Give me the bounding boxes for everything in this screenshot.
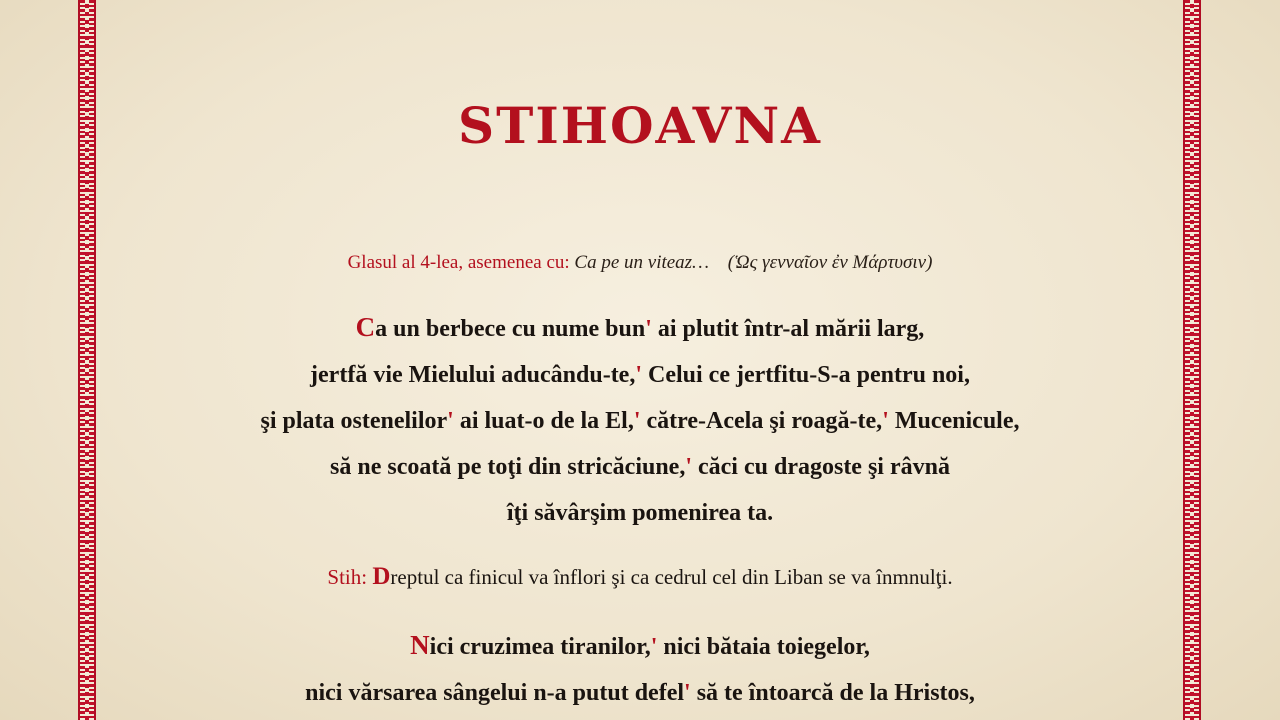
line-text: căci cu dragoste şi râvnă: [692, 454, 950, 480]
stanza-line: [0, 490, 1280, 536]
stanza-line: [0, 304, 1280, 352]
page-title: STIHOAVNA: [458, 96, 822, 155]
greek-model: (Ὡς γενναῖον ἐν Μάρτυσιν): [727, 252, 933, 273]
drop-initial: D: [372, 563, 391, 590]
pause-mark: ': [633, 408, 641, 434]
pause-mark: ': [645, 316, 652, 342]
line-text: să te întoarcă de la Hristos,: [690, 680, 975, 706]
stanza-line: [0, 670, 1280, 716]
pause-mark: ': [447, 408, 454, 434]
stanza-line: [0, 398, 1280, 444]
model-melody: Ca pe un viteaz…: [574, 252, 709, 273]
tone-label: Glasul al 4-lea, asemenea cu:: [347, 252, 570, 273]
line-text: ai luat-o de la El,: [453, 408, 634, 434]
pause-mark: ': [882, 408, 889, 434]
verse-stih: [0, 563, 1280, 591]
stih-label: Stih:: [327, 565, 368, 589]
line-text: către-Acela şi roagă-te,: [640, 408, 883, 434]
pause-mark: ': [635, 362, 643, 388]
line-text: jertfă vie Mielului aducându-te,: [310, 362, 636, 388]
stih-text: reptul ca finicul va înflori şi ca cedrul cel din Liban se va înmnulţi.: [390, 565, 953, 589]
line-text: a un berbece cu nume bun: [375, 316, 646, 342]
line-text: să ne scoată pe toţi din stricăciune,: [330, 454, 686, 480]
stanza-line: [0, 622, 1280, 670]
line-text: ai plutit într-al mării larg,: [651, 316, 925, 342]
stanza-2: [0, 622, 1280, 716]
pause-mark: ': [685, 454, 692, 480]
tone-subtitle: [0, 252, 1280, 274]
drop-initial: C: [355, 312, 376, 342]
line-text: Celui ce jertfitu-S-a pentru noi,: [642, 362, 970, 388]
drop-initial: N: [410, 630, 430, 660]
line-text: nici bătaia toiegelor,: [657, 634, 870, 660]
stanza-1: [0, 304, 1280, 536]
stanza-line: [0, 352, 1280, 398]
pause-mark: ': [650, 634, 658, 660]
stanza-line: [0, 444, 1280, 490]
line-text: ici cruzimea tiranilor,: [429, 634, 651, 660]
line-text: Mucenicule,: [888, 408, 1020, 434]
line-text: îţi săvârşim pomenirea ta.: [506, 500, 774, 526]
line-text: nici vărsarea sângelui n-a putut defel: [305, 680, 685, 706]
line-text: şi plata ostenelilor: [260, 408, 448, 434]
pause-mark: ': [684, 680, 691, 706]
